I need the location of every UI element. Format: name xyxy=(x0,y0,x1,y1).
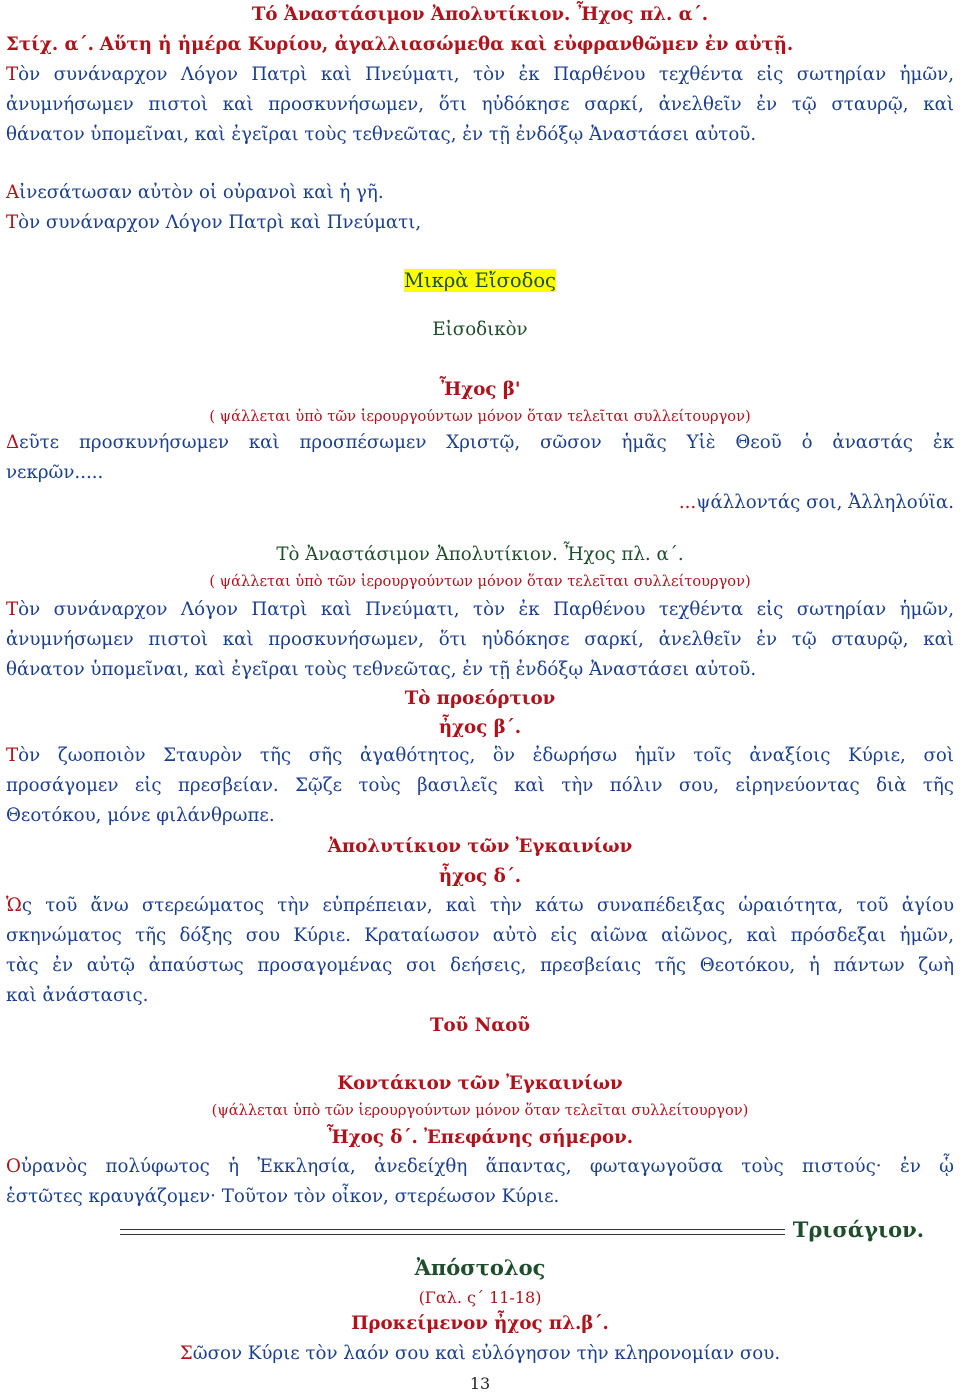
initial-letter: Ο xyxy=(6,1156,21,1177)
text-line xyxy=(6,488,954,518)
rubric-note xyxy=(6,567,954,597)
text-line xyxy=(6,741,954,771)
stichos-line xyxy=(6,178,954,208)
line-text: ψάλλοντάς σοι, Ἀλληλούϊα. xyxy=(696,492,954,513)
stichos-line xyxy=(6,30,954,60)
text-line xyxy=(6,1339,954,1369)
initial-letter: Δ xyxy=(6,432,20,453)
heading-eisodikon xyxy=(6,315,954,345)
initial-letter: Τ xyxy=(6,745,19,766)
heading-trisagion xyxy=(6,1213,924,1247)
heading-text: Τὸ προεόρτιον xyxy=(404,688,556,709)
heading-text: Τό Ἀναστάσιμον Ἀπολυτίκιον. Ἦχος πλ. α΄. xyxy=(251,4,709,25)
page-number xyxy=(6,1369,954,1399)
line-text: ὐρανὸς πολύφωτος ἡ Ἐκκλησία, ἀνεδείχθη ἅπαντας, φωταγωγοῦσα τοὺς πιστούς· ἐν ᾧ xyxy=(20,1156,954,1177)
line-text: προσάγομεν εἰς πρεσβείαν. Σῷζε τοὺς βασιλεῖς καὶ τὴν πόλιν σου, εἰρηνεύοντας διὰ τῆς xyxy=(6,775,954,796)
initial-letter: Ὡ xyxy=(6,895,22,916)
heading-apolytikion-enkainion xyxy=(6,832,954,862)
line-text: ἀνυμνήσωμεν πιστοὶ καὶ προσκυνήσωμεν, ὅτι ηὐδόκησε σαρκί, ἀνελθεῖν ἐν τῷ σταυρῷ, καὶ xyxy=(6,94,954,115)
heading-apolytikion-1 xyxy=(6,0,954,30)
text-line xyxy=(6,458,954,488)
line-text: ἰνεσάτωσαν αὐτὸν οἱ οὐρανοὶ καὶ ἡ γῆ. xyxy=(19,182,384,203)
heading-text: Ἦχος δ΄. Ἐπεφάνης σήμερον. xyxy=(326,1127,634,1148)
text-line xyxy=(6,801,954,831)
line-text: εῦτε προσκυνήσωμεν καὶ προσπέσωμεν Χριστῷ, σῶσον ἡμᾶς Υἱὲ Θεοῦ ὁ ἀναστάς ἐκ xyxy=(19,432,954,453)
line-text: ὸν συνάναρχον Λόγον Πατρὶ καὶ Πνεύματι, τὸν ἐκ Παρθένου τεχθέντα εἰς σωτηρίαν ἡμῶν, xyxy=(18,64,954,85)
heading-text: Ἀπολυτίκιον τῶν Ἐγκαινίων xyxy=(327,836,633,857)
line-text: ἑστῶτες κραυγάζομεν· Τοῦτον τὸν οἶκον, στερέωσον Κύριε. xyxy=(6,1186,560,1207)
text-line xyxy=(6,1182,954,1212)
stichos-text: ὕτη ἡ ἡμέρα Κυρίου, ἀγαλλιασώμεθα καὶ εὐφρανθῶμεν ἐν αὐτῇ. xyxy=(113,34,794,55)
text-line xyxy=(6,428,954,458)
heading-text: Εἰσοδικὸν xyxy=(432,319,528,340)
highlighted-heading: Μικρὰ Εἴσοδος xyxy=(404,269,556,292)
initial-letter: Σ xyxy=(179,1343,193,1364)
line-text: καὶ ἀνάστασις. xyxy=(6,985,149,1006)
ellipsis: ... xyxy=(678,492,697,513)
line-text: τὰς ἐν αὐτῷ ἀπαύστως προσαγομένας σοι δεήσεις, πρεσβείαις τῆς Θεοτόκου, ἡ πάντων ζωὴ xyxy=(6,955,954,976)
stichos-label: Στίχ. α΄. xyxy=(6,34,94,55)
heading-tou-naou xyxy=(6,1011,954,1041)
initial-letter: Α xyxy=(6,182,20,203)
rubric-text: ( ψάλλεται ὑπὸ τῶν ἱερουργούντων μόνον ὅταν τελεῖται συλλείτουργον) xyxy=(209,408,751,425)
line-text: ὸν συνάναρχον Λόγον Πατρὶ καὶ Πνεύματι, τὸν ἐκ Παρθένου τεχθέντα εἰς σωτηρίαν ἡμῶν, xyxy=(18,599,954,620)
line-text: ὸν ζωοποιὸν Σταυρὸν τῆς σῆς ἀγαθότητος, ὃν ἐδωρήσω ἡμῖν τοῖς ἀναξίοις Κύριε, σοὶ xyxy=(18,745,954,766)
initial-letter: Τ xyxy=(6,599,19,620)
heading-apolytikion-2 xyxy=(6,540,954,570)
line-text: θάνατον ὑπομεῖναι, καὶ ἐγεῖραι τοὺς τεθνεῶτας, ἐν τῇ ἐνδόξῳ Ἀναστάσει αὐτοῦ. xyxy=(6,124,757,145)
heading-prokeimenon xyxy=(6,1309,954,1339)
rubric-note xyxy=(6,1096,954,1126)
heading-text: Κοντάκιον τῶν Ἐγκαινίων xyxy=(337,1073,623,1094)
heading-kontakion xyxy=(6,1069,954,1099)
text-line xyxy=(6,208,954,238)
heading-echos xyxy=(6,1123,954,1153)
initial-letter: Τ xyxy=(6,64,19,85)
initial-letter: Α xyxy=(99,34,114,55)
heading-text: Προκείμενον ἦχος πλ.β΄. xyxy=(351,1313,609,1334)
line-text: ῶσον Κύριε τὸν λαόν σου καὶ εὐλόγησον τὴν κληρονομίαν σου. xyxy=(192,1343,781,1364)
text-line xyxy=(6,891,954,921)
line-text: θάνατον ὑπομεῖναι, καὶ ἐγεῖραι τοὺς τεθνεῶτας, ἐν τῇ ἐνδόξῳ Ἀναστάσει αὐτοῦ. xyxy=(6,659,757,680)
heading-apostolos xyxy=(6,1251,954,1285)
line-text: σκηνώματος τῆς δόξης σου Κύριε. Κραταίωσον αὐτὸ εἰς αἰῶνα αἰῶνος, καὶ πρόσδεξαι ἡμῶν, xyxy=(6,925,954,946)
initial-letter: Τ xyxy=(6,212,19,233)
heading-text: ἦχος β΄. xyxy=(438,717,522,738)
text-line xyxy=(6,625,954,655)
heading-text: Τοῦ Ναοῦ xyxy=(430,1015,530,1036)
text-line xyxy=(6,655,954,685)
text-line xyxy=(6,60,954,90)
line-text: ς τοῦ ἄνω στερεώματος τὴν εὐπρέπειαν, καὶ τὴν κάτω συναπέδειξας ὡραιότητα, τοῦ ἁγίου xyxy=(21,895,954,916)
heading-text: Ἦχος β' xyxy=(439,379,521,400)
line-text: ἀνυμνήσωμεν πιστοὶ καὶ προσκυνήσωμεν, ὅτι ηὐδόκησε σαρκί, ἀνελθεῖν ἐν τῷ σταυρῷ, καὶ xyxy=(6,629,954,650)
text-line xyxy=(6,951,954,981)
rubric-text: ( ψάλλεται ὑπὸ τῶν ἱερουργούντων μόνον ὅταν τελεῖται συλλείτουργον) xyxy=(209,573,751,590)
heading-proeortion xyxy=(6,684,954,714)
heading-echos xyxy=(6,713,954,743)
heading-echos xyxy=(6,862,954,892)
text-line xyxy=(6,1152,954,1182)
reference-text: (Γαλ. ς΄ 11-18) xyxy=(418,1288,542,1307)
text-line xyxy=(6,90,954,120)
text-line xyxy=(6,921,954,951)
line-text: ὸν συνάναρχον Λόγον Πατρὶ καὶ Πνεύματι, xyxy=(18,212,422,233)
text-line xyxy=(6,981,954,1011)
heading-text: Ἀπόστολος xyxy=(414,1255,546,1280)
heading-mikra-eisodos xyxy=(6,266,954,296)
text-line xyxy=(6,595,954,625)
text-line xyxy=(6,120,954,150)
heading-echos xyxy=(6,375,954,405)
heading-text: ἦχος δ΄. xyxy=(438,866,522,887)
page-number-text: 13 xyxy=(469,1374,491,1393)
rubric-text: (ψάλλεται ὑπὸ τῶν ἱερουργούντων μόνον ὅταν τελεῖται συλλείτουργον) xyxy=(211,1102,749,1119)
line-text: νεκρῶν..... xyxy=(6,462,104,483)
heading-text: Τὸ Ἀναστάσιμον Ἀπολυτίκιον. Ἦχος πλ. α΄. xyxy=(276,544,684,565)
heading-text: Τρισάγιον. xyxy=(792,1217,924,1242)
text-line xyxy=(6,771,954,801)
line-text: Θεοτόκου, μόνε φιλάνθρωπε. xyxy=(6,805,275,826)
